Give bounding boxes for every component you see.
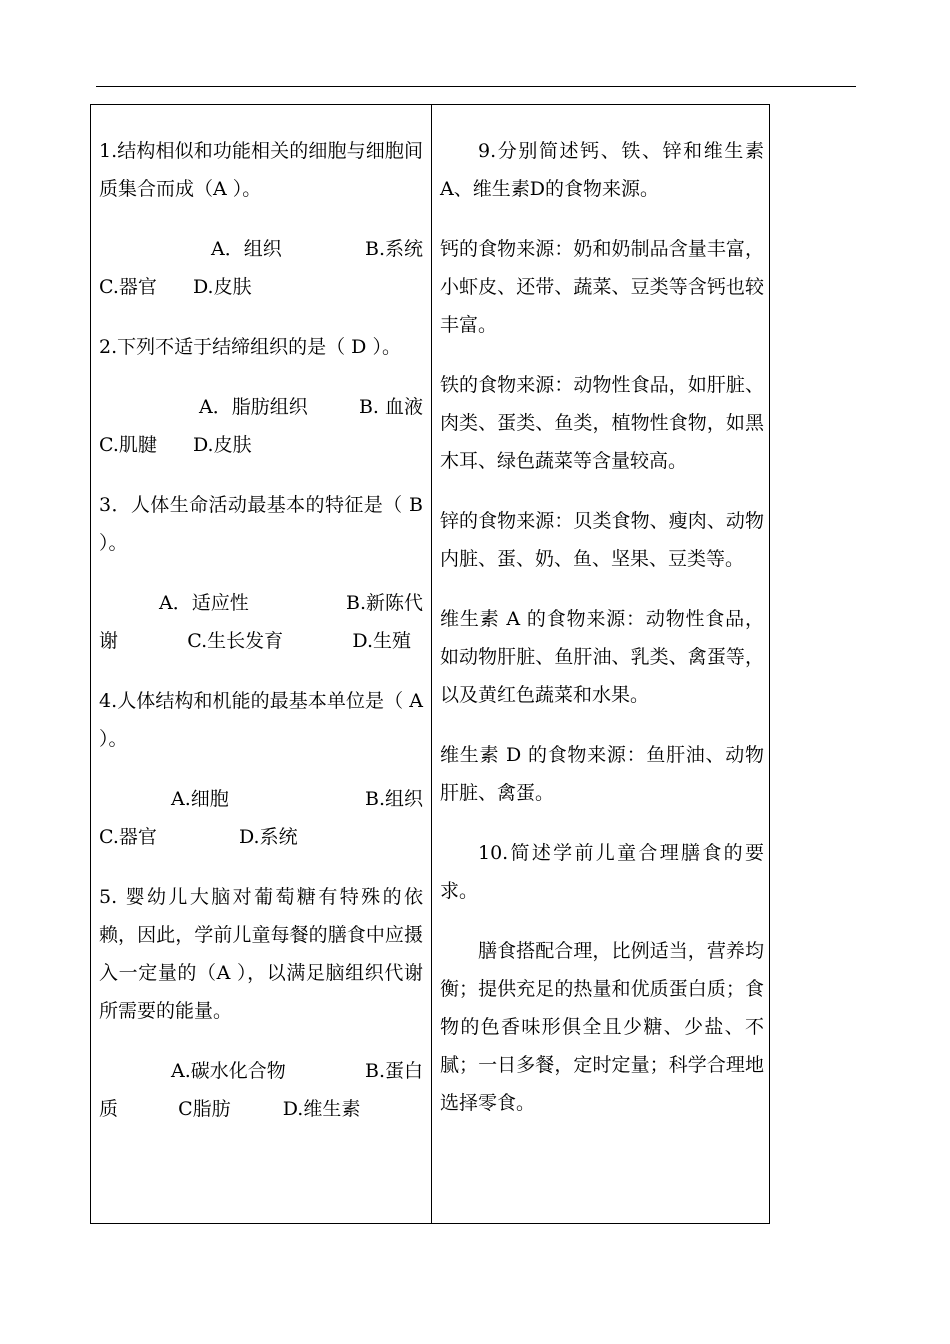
left-column: [99, 132, 423, 1150]
option-c: C.器官: [99, 276, 157, 298]
option-a: A．脂肪组织: [199, 396, 308, 418]
column-divider: [431, 104, 432, 1224]
option-c: C.肌腱: [99, 434, 157, 456]
option-a: A.细胞: [171, 788, 229, 810]
zinc-sources: 锌的食物来源：贝类食物、瘦肉、动物内脏、蛋、奶、鱼、坚果、豆类等。: [440, 510, 764, 570]
question-3-options: [99, 584, 423, 660]
option-b: B.组织: [364, 788, 423, 810]
vitamin-d-sources: 维生素 D 的食物来源：鱼肝油、动物肝脏、禽蛋。: [440, 744, 764, 804]
option-c: C.器官: [99, 826, 157, 848]
question-5-options: [99, 1052, 423, 1128]
option-a: A.碳水化合物: [171, 1060, 286, 1082]
option-b-continued: 谢: [99, 630, 119, 652]
calcium-sources: 钙的食物来源：奶和奶制品含量丰富，小虾皮、还带、蔬菜、豆类等含钙也较丰富。: [440, 238, 764, 336]
question-5: 5. 婴幼儿大脑对葡萄糖有特殊的依赖，因此，学前儿童每餐的膳食中应摄入一定量的（A ），以满足脑组织代谢所需要的能量。: [99, 886, 423, 1022]
right-column: [440, 132, 764, 1144]
option-a: A．适应性: [159, 592, 249, 614]
question-10: 10.简述学前儿童合理膳食的要求。: [440, 842, 764, 902]
option-b: B.系统: [364, 238, 423, 260]
option-d: D.皮肤: [193, 434, 252, 456]
question-10-answer: 膳食搭配合理，比例适当，营养均衡；提供充足的热量和优质蛋白质；食物的色香味形俱全且少糖、少盐、不腻；一日多餐，定时定量；科学合理地选择零食。: [440, 940, 764, 1114]
question-2: 2.下列不适于结缔组织的是（ D ）。: [99, 336, 401, 358]
iron-sources: 铁的食物来源：动物性食品，如肝脏、肉类、蛋类、鱼类，植物性食物，如黑木耳、绿色蔬菜等含量较高。: [440, 374, 764, 472]
question-2-options: [99, 388, 423, 464]
option-d: D.生殖: [352, 630, 411, 652]
option-b: B. 血液: [358, 396, 423, 418]
option-c: C脂肪: [178, 1098, 231, 1120]
question-4-options: [99, 780, 423, 856]
option-b-continued: 质: [99, 1098, 119, 1120]
question-4: 4.人体结构和机能的最基本单位是（ A ）。: [99, 690, 423, 750]
option-c: C.生长发育: [187, 630, 284, 652]
option-d: D.维生素: [282, 1098, 361, 1120]
question-9: 9.分别简述钙、铁、锌和维生素A、维生素D的食物来源。: [440, 140, 764, 200]
vitamin-a-sources: 维生素 A 的食物来源：动物性食品，如动物肝脏、鱼肝油、乳类、禽蛋等，以及黄红色蔬菜和水果。: [440, 608, 764, 706]
option-b: B.新陈代: [345, 592, 423, 614]
option-d: D.皮肤: [193, 276, 252, 298]
question-1: 1.结构相似和功能相关的细胞与细胞间质集合而成（A ）。: [99, 140, 423, 200]
option-b: B.蛋白: [364, 1060, 423, 1082]
header-rule: [96, 86, 856, 87]
option-a: A．组织: [211, 238, 282, 260]
question-3: 3．人体生命活动最基本的特征是（ B ）。: [99, 494, 423, 554]
option-d: D.系统: [239, 826, 298, 848]
question-1-options: [99, 230, 423, 306]
